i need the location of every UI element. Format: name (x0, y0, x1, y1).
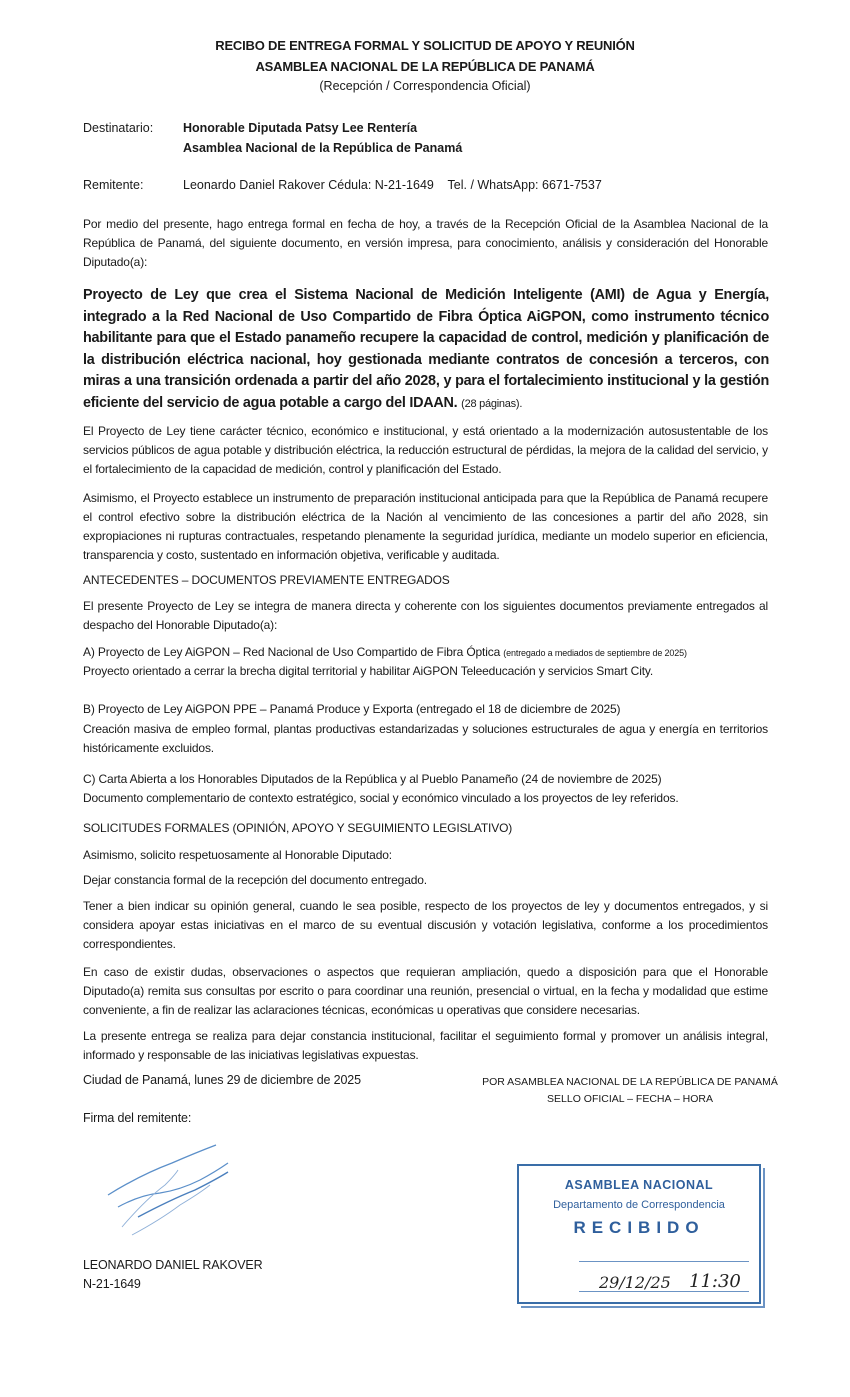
signer-name: LEONARDO DANIEL RAKOVER (83, 1258, 263, 1272)
stamp-time: 11:30 (689, 1271, 741, 1292)
request-2: Tener a bien indicar su opinión general, cuando le sea posible, respecto de los proyectos de ley y documentos entregados, y si considera apoyar estas iniciativas en el marco de su eventual discusión y votación legislativa, conforme a los procedimientos correspondientes. (83, 899, 768, 951)
request-1: Dejar constancia formal de la recepción del documento entregado. (83, 873, 427, 887)
sender-info: Leonardo Daniel Rakover Cédula: N-21-1649 Tel. / WhatsApp: 6671-7537 (183, 178, 602, 192)
doc-a-note: (entregado a mediados de septiembre de 2025) (503, 648, 687, 658)
document-subtitle: (Recepción / Correspondencia Oficial) (319, 79, 531, 93)
stamp-date: 29/12/25 (599, 1273, 671, 1292)
intro-paragraph: Por medio del presente, hago entrega formal en fecha de hoy, a través de la Recepción Oficial de la Asamblea Nacional de la República de Panamá, del siguiente documento, en versión impresa, para conocimiento, análisis y consideración del Honorable Diputado(a): (83, 217, 768, 269)
seal-caption (470, 1074, 790, 1108)
doc-b-title: B) Proyecto de Ley AiGPON PPE – Panamá Produce y Exporta (entregado el 18 de diciembre de 2025) (83, 702, 621, 716)
solicitudes-intro: Asimismo, solicito respetuosamente al Honorable Diputado: (83, 848, 392, 862)
doc-c-title: C) Carta Abierta a los Honorables Diputados de la República y al Pueblo Panameño (24 de noviembre de 2025) (83, 772, 662, 786)
seal-caption-line1: POR ASAMBLEA NACIONAL DE LA REPÚBLICA DE PANAMÁ (482, 1076, 778, 1088)
request-3: En caso de existir dudas, observaciones o aspectos que requieran ampliación, quedo a disposición para que el Honorable Diputado(a) remita sus consultas por escrito o para coordinar una reunión, presencial o virtual, en la fecha y modalidad que estime conveniente, a fin de realizar las aclaraciones técnicas, económicas u operativas que considere necesarias. (83, 965, 768, 1017)
sender-label: Remitente: (83, 178, 144, 192)
antecedentes-heading: ANTECEDENTES – DOCUMENTOS PREVIAMENTE ENTREGADOS (83, 573, 450, 587)
recipient-institution: Asamblea Nacional de la República de Panamá (183, 141, 463, 155)
official-reception-stamp (517, 1164, 761, 1304)
signer-id: N-21-1649 (83, 1277, 141, 1291)
solicitudes-heading: SOLICITUDES FORMALES (OPINIÓN, APOYO Y SEGUIMIENTO LEGISLATIVO) (83, 821, 513, 835)
doc-a-title-text: A) Proyecto de Ley AiGPON – Red Nacional de Uso Compartido de Fibra Óptica (83, 645, 501, 659)
closing-paragraph: La presente entrega se realiza para dejar constancia institucional, facilitar el seguimiento formal y promover un análisis integral, informado y responsable de las iniciativas legislativas expuestas. (83, 1029, 768, 1062)
document-title-institution: ASAMBLEA NACIONAL DE LA REPÚBLICA DE PANAMÁ (255, 59, 595, 74)
stamp-institution: ASAMBLEA NACIONAL (564, 1178, 714, 1192)
document-title: RECIBO DE ENTREGA FORMAL Y SOLICITUD DE APOYO Y REUNIÓN (215, 38, 635, 53)
doc-a-desc: Proyecto orientado a cerrar la brecha digital territorial y habilitar AiGPON Teleeducación y servicios Smart City. (83, 664, 654, 678)
paragraph-nature: El Proyecto de Ley tiene carácter técnico, económico e institucional, y está orientado a la modernización autosustentable de los servicios públicos de agua potable y distribución eléctrica, la reducción estructural de pérdidas, la mejora de la calidad del servicio, y el fortalecimiento de la capacidad de medición, control y planificación del Estado. (83, 424, 768, 476)
stamp-divider (579, 1261, 749, 1262)
place-date: Ciudad de Panamá, lunes 29 de diciembre de 2025 (83, 1073, 361, 1087)
doc-c-desc: Documento complementario de contexto estratégico, social y económico vinculado a los proyectos de ley referidos. (83, 791, 679, 805)
paragraph-transition: Asimismo, el Proyecto establece un instrumento de preparación institucional anticipada para que la República de Panamá recupere el control efectivo sobre la distribución eléctrica de la Nación al vencimiento de las concesiones a partir del año 2028, sin expropiaciones ni rupturas contractuales, respetando plenamente la seguridad jurídica, mediante un modelo superior en eficiencia, transparencia y costo, sustentado en información objetiva, verificable y auditada. (83, 491, 768, 562)
signature-image (100, 1135, 235, 1245)
stamp-department: Departamento de Correspondencia (553, 1199, 725, 1211)
antecedentes-intro: El presente Proyecto de Ley se integra de manera directa y coherente con los siguientes documentos previamente entregados al despacho del Honorable Diputado(a): (83, 599, 768, 632)
project-title-text: Proyecto de Ley que crea el Sistema Nacional de Medición Inteligente (AMI) de Agua y Energía, integrado a la Red Nacional de Uso Compartido de Fibra Óptica AiGPON, como instrumento técnico habilitante para que el Estado panameño recupere la capacidad de control, medición y planificación de la distribución eléctrica nacional, hoy gestionada mediante contratos de concesión a terceros, con miras a una transición ordenada a partir del año 2028, y para el fortalecimiento institucional y la gestión eficiente del servicio de agua potable a cargo del IDAAN. (83, 287, 769, 411)
recipient-name: Honorable Diputada Patsy Lee Rentería (183, 121, 418, 135)
signature-label: Firma del remitente: (83, 1111, 192, 1125)
stamp-received: RECIBIDO (573, 1218, 705, 1237)
doc-a-title (83, 645, 687, 659)
seal-caption-line2: SELLO OFICIAL – FECHA – HORA (547, 1093, 713, 1105)
recipient-label: Destinatario: (83, 121, 154, 135)
doc-b-desc: Creación masiva de empleo formal, plantas productivas estandarizadas y soluciones estructurales de agua y energía en territorios históricamente excluidos. (83, 722, 768, 755)
project-pages: (28 páginas). (461, 397, 523, 410)
project-title (83, 285, 769, 415)
